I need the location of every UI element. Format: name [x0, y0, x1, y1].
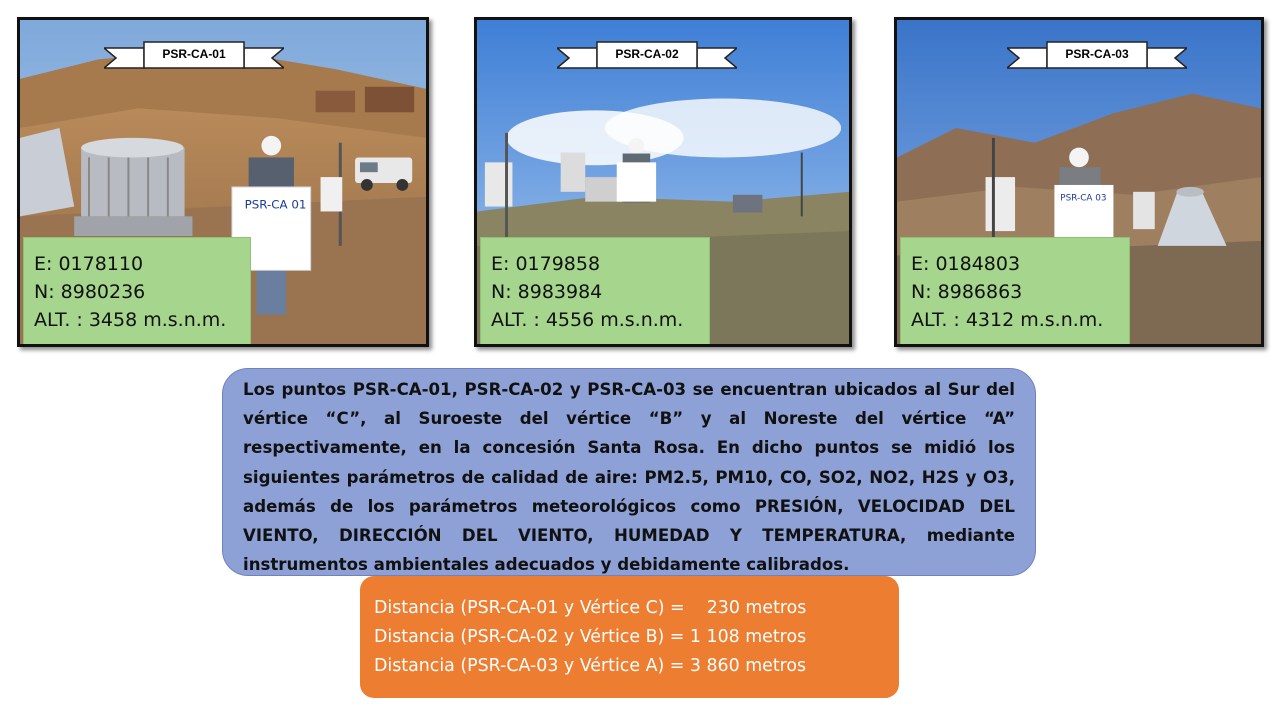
altitude-value: ALT. : 3458 m.s.n.m.: [34, 309, 227, 331]
altitude-value: ALT. : 4312 m.s.n.m.: [911, 309, 1104, 331]
coordinates-box: [23, 237, 251, 345]
altitude-value: ALT. : 4556 m.s.n.m.: [491, 309, 684, 331]
northing-value: N: 8983984: [491, 281, 603, 303]
distance-line-psr-ca-03: Distancia (PSR-CA-03 y Vértice A) = 3 860 metros: [374, 656, 807, 676]
station-ribbon: [104, 40, 284, 74]
northing-value: N: 8980236: [34, 281, 146, 303]
easting-value: E: 0178110: [34, 253, 144, 275]
distance-line-psr-ca-01: Distancia (PSR-CA-01 y Vértice C) = 230 metros: [374, 598, 807, 618]
easting-value: E: 0179858: [491, 253, 601, 275]
distances-box: [360, 576, 899, 698]
description-text: Los puntos PSR-CA-01, PSR-CA-02 y PSR-CA-03 se encuentran ubicados al Sur del vértice “C”, al Suroeste del vértice “B” y al Noreste del vértice “A” respectivamente, en la concesión Santa Rosa. En dicho puntos se midió los siguientes parámetros de calidad de aire: PM2.5, PM10, CO, SO2, NO2, H2S y O3, además de los parámetros meteorológicos como PRESIÓN, VELOCIDAD DEL VIENTO, DIRECCIÓN DEL VIENTO, HUMEDAD Y TEMPERATURA, mediante instrumentos ambientales adecuados y debidamente calibrados.: [243, 380, 1015, 575]
station-id-label: PSR-CA-03: [1065, 47, 1129, 61]
station-photo-psr-ca-01: [17, 17, 429, 347]
station-photo-psr-ca-02: [474, 17, 852, 347]
station-id-label: PSR-CA-01: [162, 47, 226, 61]
station-ribbon: [1007, 40, 1187, 74]
sign-text: PSR-CA 01: [244, 197, 307, 212]
station-ribbon: [557, 40, 737, 74]
station-id-label: PSR-CA-02: [615, 47, 679, 61]
northing-value: N: 8986863: [911, 281, 1023, 303]
station-photo-psr-ca-03: [894, 17, 1264, 347]
sign-text: PSR-CA 03: [1060, 193, 1107, 204]
easting-value: E: 0184803: [911, 253, 1021, 275]
coordinates-box: [480, 237, 710, 345]
coordinates-box: [900, 237, 1130, 345]
distance-line-psr-ca-02: Distancia (PSR-CA-02 y Vértice B) = 1 108 metros: [374, 627, 807, 647]
description-box: [222, 368, 1036, 576]
